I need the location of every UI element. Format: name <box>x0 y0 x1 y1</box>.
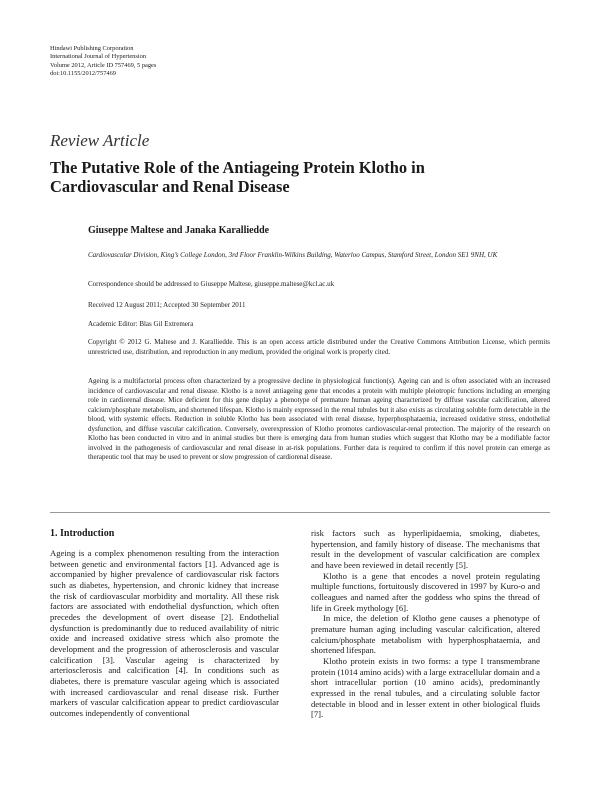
received-accepted-dates: Received 12 August 2011; Accepted 30 September 2011 <box>88 301 246 309</box>
correspondence: Correspondence should be addressed to Giuseppe Maltese, giuseppe.maltese@kcl.ac.uk <box>88 280 335 288</box>
paragraph: Klotho protein exists in two forms: a type I transmembrane protein (1014 amino acids) with a large extracellular domain and a short intracellular portion (10 amino acids), predominantly expressed in the renal tubules, and a circulating soluble factor detectable in blood and in lesser extent in other biological fluids [7]. <box>311 655 540 720</box>
academic-editor: Academic Editor: Blas Gil Extremera <box>88 320 194 328</box>
copyright-notice: Copyright © 2012 G. Maltese and J. Karalliedde. This is an open access article distributed under the Creative Commons Attribution License, which permits unrestricted use, distribution, and reproduction in any medium, provided the original work is properly cited. <box>88 338 550 356</box>
body-column-right <box>311 528 540 720</box>
journal-name: International Journal of Hypertension <box>50 53 147 61</box>
paragraph: risk factors such as hyperlipidaemia, smoking, diabetes, hypertension, and family history of disease. The mechanisms that result in the development of vascular calcification are complex and have been reviewed in detail recently [5]. <box>311 528 540 570</box>
authors: Giuseppe Maltese and Janaka Karalliedde <box>88 225 270 236</box>
paper-title: The Putative Role of the Antiageing Protein Klotho in Cardiovascular and Renal Disease <box>50 158 425 196</box>
paragraph: In mice, the deletion of Klotho gene causes a phenotype of premature human aging including vascular calcification, altered calcium/phosphate metabolism with hyperphosphataemia, and shortened lifespan. <box>311 613 540 656</box>
publication-info <box>50 45 156 78</box>
abstract: Ageing is a multifactorial process often characterized by a progressive decline in physiological function(s). Ageing can and is often associated with an increased incidence of cardiovascular and renal disease. Klotho is a novel antiageing gene that encodes a protein with multiple pleiotropic functions including an emerging role in cardiorenal disease. Mice deficient for this gene display a phenotype of premature human ageing characterized by diffuse vascular calcification, altered calcium/phosphate metabolism, and shortened lifespan. Klotho is mainly expressed in the renal tubules but it also exists as circulating soluble form detectable in the blood, with systemic effects. Reduction in soluble Klotho has been associated with renal disease, hyperphosphataemia, increased oxidative stress, endothelial dysfunction, and diffuse vascular calcification. Conversely, overexpression of Klotho promotes cardiovascular-renal protection. The majority of the research on Klotho has been conducted in vitro and in animal studies but there is emerging data from human studies which suggest that Klotho may be a modifiable factor involved in the pathogenesis of cardiovascular and renal disease in at-risk populations. Further data is required to confirm if this novel protein can emerge as therapeutic tool that may be used to prevent or slow progression of cardiorenal disease. <box>88 377 550 461</box>
section-heading-introduction: 1. Introduction <box>50 528 115 539</box>
doi: doi:10.1155/2012/757469 <box>50 69 116 77</box>
paragraph: Klotho is a gene that encodes a novel protein regulating multiple functions, fortuitously discovered in 1997 by Kuro-o and colleagues and named after the goddess who spins the thread of life in Greek mythology [6]. <box>311 570 540 613</box>
article-type: Review Article <box>50 131 150 150</box>
affiliation: Cardiovascular Division, King’s College London, 3rd Floor Franklin-Wilkins Building, Waterloo Campus, Stamford Street, London SE1 9NH, UK <box>88 251 498 259</box>
volume-line: Volume 2012, Article ID 757469, 5 pages <box>50 61 157 69</box>
section-divider <box>50 512 550 513</box>
paragraph: Ageing is a complex phenomenon resulting from the interaction between genetic and environmental factors [1]. Advanced age is accompanied by higher prevalence of cardiovascular risk factors such as diabetes, hypertension, and chronic kidney that increase the risk of cardiovascular morbidity and mortality. All these risk factors are associated with endothelial dysfunction, which often precedes the development of overt disease [2]. Endothelial dysfunction is predominantly due to reduced availability of nitric oxide and increased oxidative stress which also promote the development and the progression of atherosclerosis and vascular calcification [3]. Vascular ageing is characterized by arteriosclerosis and calcification [4]. In conditions such as diabetes, there is premature vascular ageing which is associated with increased cardiovascular and renal disease risk. Further markers of vascular calcification appear to predict cardiovascular outcomes independently of conventional <box>50 548 279 718</box>
publisher-name: Hindawi Publishing Corporation <box>50 45 134 52</box>
body-column-left <box>50 548 279 719</box>
